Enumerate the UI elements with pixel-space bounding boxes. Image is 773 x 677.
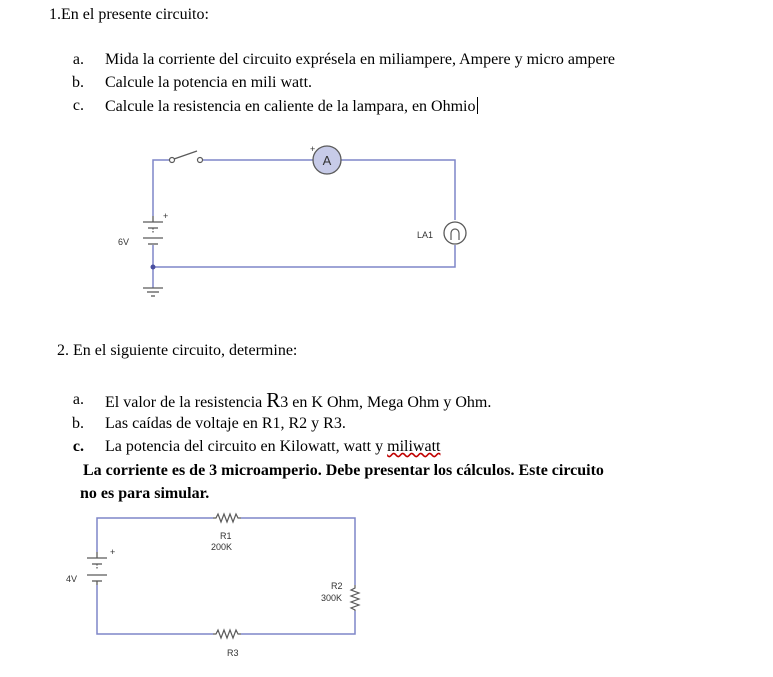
ammeter-plus: + bbox=[310, 144, 316, 154]
battery-plus: + bbox=[163, 211, 169, 221]
item-text-post: 3 en K Ohm, Mega Ohm y Ohm. bbox=[280, 394, 492, 411]
item-text: La potencia del circuito en Kilowatt, watt y bbox=[105, 438, 388, 455]
battery-label: 4V bbox=[66, 574, 78, 584]
battery-plus: + bbox=[110, 547, 116, 557]
lamp-label: LA1 bbox=[417, 230, 434, 240]
list-marker: a. bbox=[72, 391, 84, 408]
item-text-big-r: R bbox=[266, 388, 281, 412]
list-marker: b. bbox=[72, 74, 84, 91]
list-marker: c. bbox=[72, 97, 84, 114]
battery-label: 6V bbox=[118, 237, 130, 247]
item-text: Calcule la resistencia en caliente de la lampara, en Ohmio bbox=[105, 98, 476, 115]
misspelled-word: miliwatt bbox=[387, 438, 441, 455]
r3-name: R3 bbox=[227, 648, 239, 658]
circuit-2-wire-bottom-left bbox=[97, 585, 213, 634]
item-text-pre: El valor de la resistencia bbox=[105, 394, 267, 411]
battery-4v-symbol bbox=[87, 552, 107, 585]
ammeter-symbol: A bbox=[322, 153, 332, 168]
resistor-r1-symbol bbox=[213, 514, 241, 522]
q2-heading: 2. En el siguiente circuito, determine: bbox=[57, 342, 298, 359]
circuit-2-wire-right-bottom bbox=[241, 611, 355, 634]
list-marker: c. bbox=[72, 438, 84, 455]
q1-heading: 1.En el presente circuito: bbox=[49, 6, 209, 23]
r2-name: R2 bbox=[331, 581, 343, 591]
resistor-r3-symbol bbox=[213, 630, 241, 638]
resistor-r2-symbol bbox=[351, 585, 359, 611]
r1-value: 200K bbox=[211, 542, 233, 552]
list-marker: a. bbox=[72, 51, 84, 68]
item-text: Calcule la potencia en mili watt. bbox=[105, 74, 313, 91]
list-marker: b. bbox=[72, 415, 84, 432]
r2-value: 300K bbox=[321, 593, 343, 603]
q2-note-line-2: no es para simular. bbox=[80, 485, 210, 502]
item-text: Mida la corriente del circuito exprésela en miliampere, Ampere y micro ampere bbox=[105, 51, 615, 68]
item-text: Las caídas de voltaje en R1, R2 y R3. bbox=[105, 415, 346, 432]
circuit-2-wire-top-right bbox=[241, 518, 355, 585]
q2-note-line-1: La corriente es de 3 microamperio. Debe presentar los cálculos. Este circuito bbox=[83, 462, 604, 479]
r1-name: R1 bbox=[220, 531, 232, 541]
